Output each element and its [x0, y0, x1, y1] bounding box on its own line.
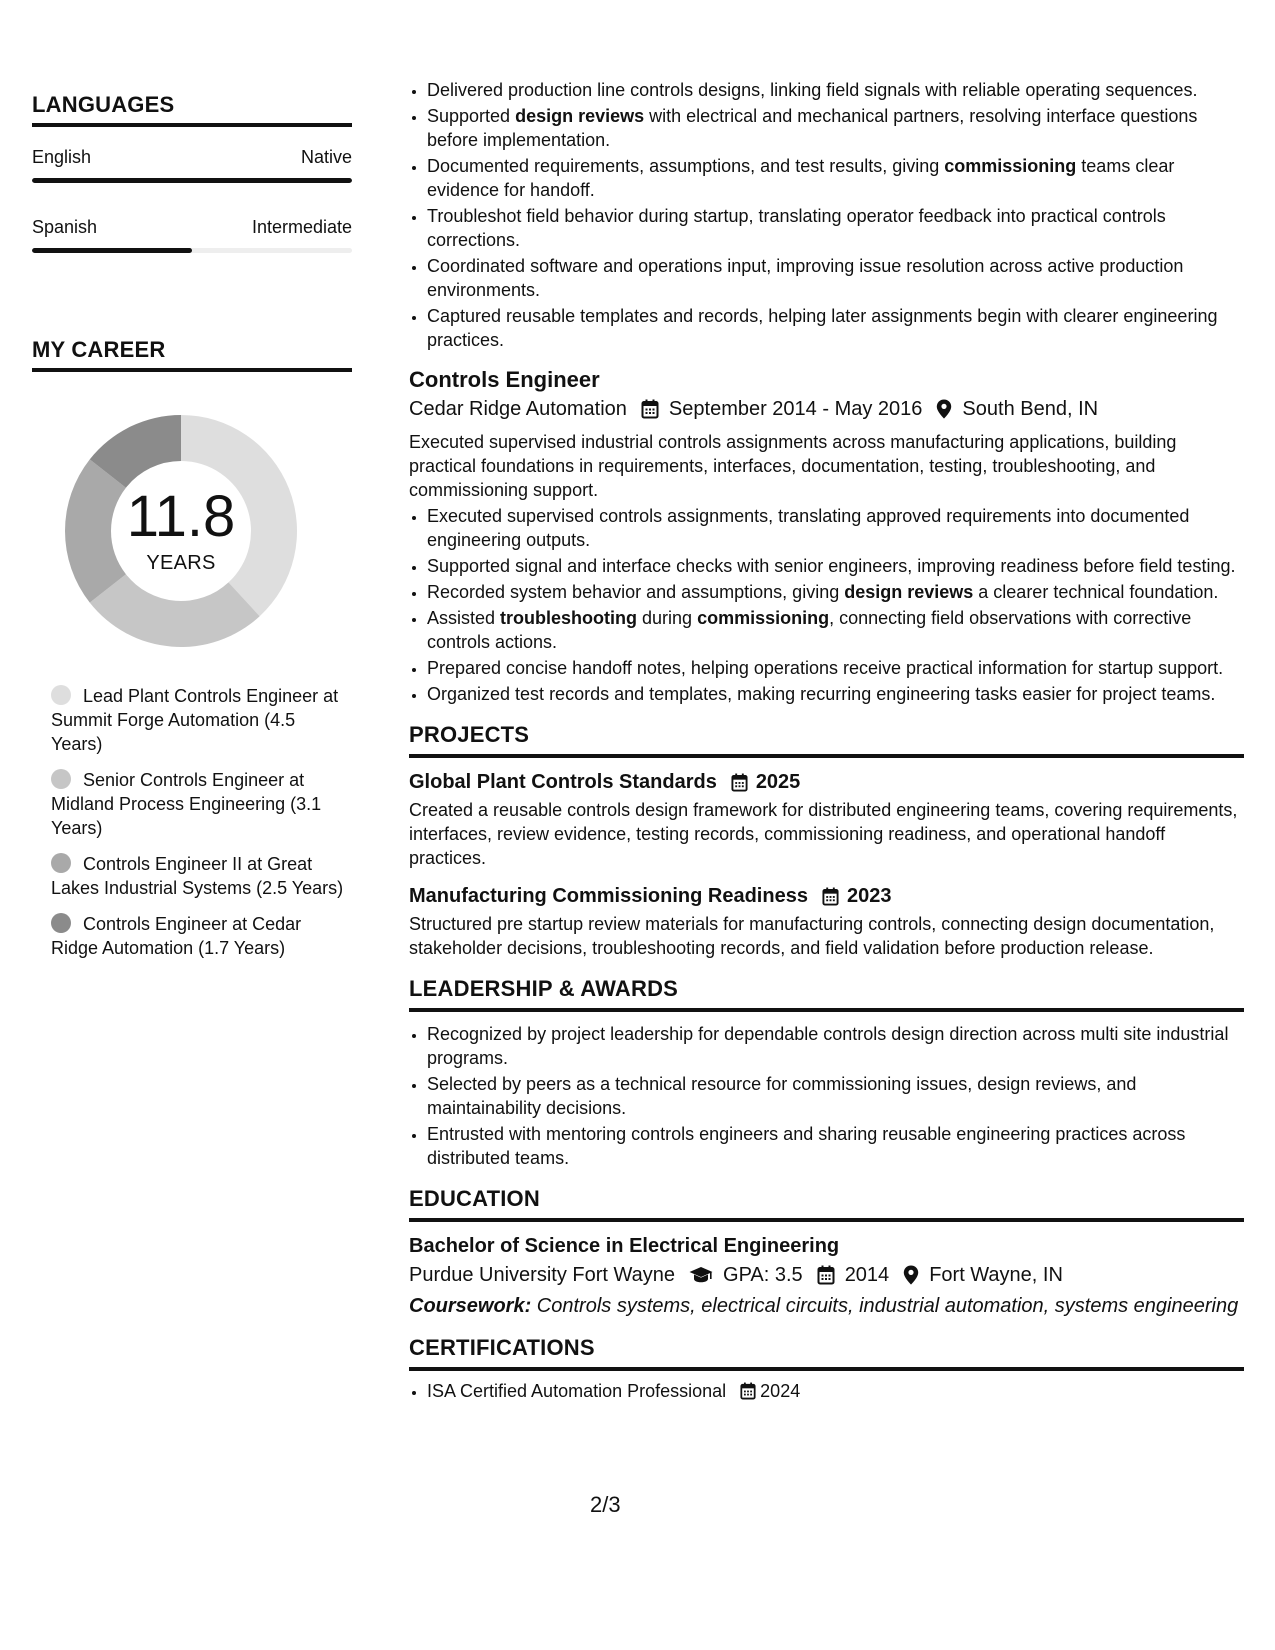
right-column: [409, 78, 1244, 1405]
legend-item: [51, 852, 351, 900]
legend-label: Controls Engineer II at Great Lakes Industrial Systems (2.5 Years): [51, 854, 344, 898]
job-dates: September 2014 - May 2016: [668, 398, 923, 420]
education-meta: [409, 1260, 1244, 1290]
education-year: 2014: [844, 1264, 890, 1286]
legend-dot: [51, 853, 71, 873]
career-title: MY CAREER: [32, 337, 352, 372]
job-bullets: [409, 504, 1244, 706]
certifications-title: CERTIFICATIONS: [409, 1335, 1244, 1371]
experience-bullet: • Troubleshot field behavior during startup, translating operator feedback into practical controls corrections.: [427, 204, 1244, 252]
project-heading: [409, 882, 1244, 910]
job-bullet: • Prepared concise handoff notes, helping operations receive practical information for startup support.: [427, 656, 1244, 680]
language-bar-fill: [32, 178, 352, 183]
legend-dot: [51, 685, 71, 705]
leadership-bullets: [409, 1022, 1244, 1170]
job-title: Controls Engineer: [409, 367, 600, 392]
calendar-icon: [731, 773, 748, 792]
language-item: [32, 217, 352, 253]
languages-title: LANGUAGES: [32, 92, 352, 127]
legend-dot: [51, 769, 71, 789]
calendar-icon: [822, 887, 839, 906]
coursework-label: Coursework:: [409, 1295, 532, 1317]
career-donut: [56, 406, 306, 656]
experience-bullet: • Captured reusable templates and records, helping later assignments begin with clearer engineering practices.: [427, 304, 1244, 352]
page-number: 2/3: [590, 1492, 621, 1517]
job-bullet: • Recorded system behavior and assumptions, giving design reviews a clearer technical foundation.: [427, 580, 1244, 604]
leadership-item: • Selected by peers as a technical resource for commissioning issues, design reviews, and maintainability decisions.: [427, 1072, 1244, 1120]
language-item: [32, 147, 352, 183]
education-title: EDUCATION: [409, 1186, 1244, 1222]
project-year: 2025: [755, 771, 801, 793]
experience-bullet: • Supported design reviews with electrical and mechanical partners, resolving interface questions before implementation.: [427, 104, 1244, 152]
project-name: Global Plant Controls Standards: [409, 771, 717, 793]
language-name: English: [32, 147, 92, 167]
certification-year: 2024: [760, 1381, 801, 1401]
project-description: Structured pre startup review materials for manufacturing controls, connecting design documentation, stakeholder decisions, troubleshooting records, and field validation before production release.: [409, 914, 1215, 958]
language-name: Spanish: [32, 217, 98, 237]
legend-label: Controls Engineer at Cedar Ridge Automation (1.7 Years): [51, 914, 302, 958]
experience-continued-bullets: [409, 78, 1244, 352]
calendar-icon: [740, 1382, 756, 1400]
certification-name: • ISA Certified Automation Professional: [427, 1381, 727, 1401]
legend-label: Lead Plant Controls Engineer at Summit Forge Automation (4.5 Years): [51, 686, 339, 754]
education-degree: Bachelor of Science in Electrical Engineering: [409, 1235, 840, 1257]
legend-item: [51, 684, 351, 756]
legend-label: Senior Controls Engineer at Midland Process Engineering (3.1 Years): [51, 770, 322, 838]
education-school: Purdue University Fort Wayne: [409, 1264, 676, 1286]
job-location: South Bend, IN: [962, 398, 1099, 420]
certifications-section: [409, 1335, 1244, 1403]
career-section: [32, 337, 352, 960]
project-name: Manufacturing Commissioning Readiness: [409, 885, 808, 907]
project-description: Created a reusable controls design framework for distributed engineering teams, covering requirements, interfaces, review evidence, testing records, commissioning readiness, and operational handoff practices.: [409, 800, 1238, 868]
map-pin-icon: [903, 1265, 919, 1285]
project-heading: [409, 768, 1244, 796]
language-level: Native: [300, 147, 352, 167]
experience-bullet: • Coordinated software and operations input, improving issue resolution across active production environments.: [427, 254, 1244, 302]
leadership-item: • Recognized by project leadership for dependable controls design direction across multi site industrial programs.: [427, 1022, 1244, 1070]
certification-item: [427, 1379, 1244, 1403]
education-coursework: [409, 1294, 1244, 1319]
projects-title: PROJECTS: [409, 722, 1244, 758]
projects-section: [409, 722, 1244, 960]
leadership-title: LEADERSHIP & AWARDS: [409, 976, 1244, 1012]
job-bullet: • Supported signal and interface checks with senior engineers, improving readiness before field testing.: [427, 554, 1244, 578]
left-column: [32, 92, 352, 972]
job-meta: [409, 394, 1244, 424]
education-location: Fort Wayne, IN: [929, 1264, 1063, 1286]
leadership-section: [409, 976, 1244, 1170]
legend-item: [51, 768, 351, 840]
certifications-list: [409, 1379, 1244, 1403]
job-bullet: • Assisted troubleshooting during commissioning, connecting field observations with corrective controls actions.: [427, 606, 1244, 654]
calendar-icon: [641, 399, 659, 419]
career-legend: [51, 684, 351, 960]
experience-bullet: • Delivered production line controls designs, linking field signals with reliable operating sequences.: [427, 78, 1244, 102]
graduation-cap-icon: [689, 1266, 713, 1284]
job-summary: Executed supervised industrial controls assignments across manufacturing applications, building practical foundations in requirements, interfaces, documentation, testing, troubleshooting, and commissioning support.: [409, 432, 1177, 500]
language-level: Intermediate: [251, 217, 352, 237]
job-bullet: • Organized test records and templates, making recurring engineering tasks easier for project teams.: [427, 682, 1244, 706]
career-total-unit: YEARS: [146, 551, 216, 574]
map-pin-icon: [936, 399, 952, 419]
education-gpa: GPA: 3.5: [723, 1264, 803, 1286]
job-bullet: • Executed supervised controls assignments, translating approved requirements into documented engineering outputs.: [427, 504, 1244, 552]
legend-dot: [51, 913, 71, 933]
job-company: Cedar Ridge Automation: [409, 398, 627, 420]
language-bar: [32, 178, 352, 183]
legend-item: [51, 912, 351, 960]
leadership-item: • Entrusted with mentoring controls engineers and sharing reusable engineering practices across distributed teams.: [427, 1122, 1244, 1170]
job-entry: [409, 366, 1244, 706]
calendar-icon: [817, 1265, 835, 1285]
language-bar-fill: [32, 248, 192, 253]
career-total-value: 11.8: [126, 483, 236, 549]
coursework-text: Controls systems, electrical circuits, industrial automation, systems engineering: [531, 1295, 1239, 1317]
experience-bullet: • Documented requirements, assumptions, and test results, giving commissioning teams clear evidence for handoff.: [427, 154, 1244, 202]
project-year: 2023: [846, 885, 892, 907]
education-section: [409, 1186, 1244, 1319]
language-bar: [32, 248, 352, 253]
